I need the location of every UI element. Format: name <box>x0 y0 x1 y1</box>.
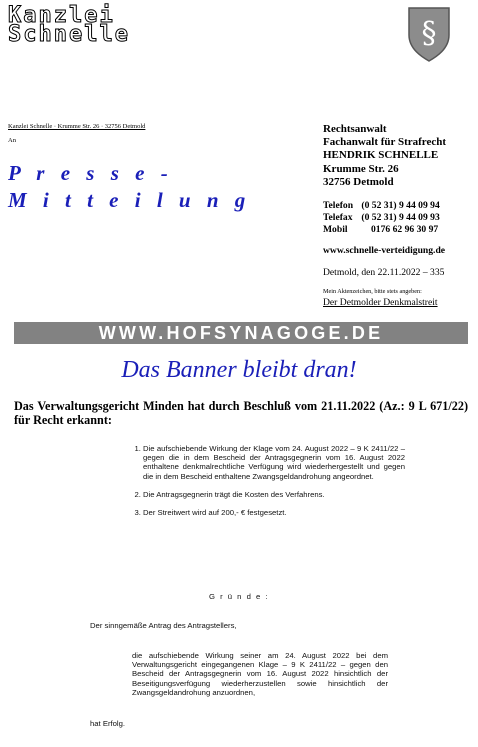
reasons-intro: Der sinngemäße Antrag des Antragstellers, <box>90 621 237 630</box>
lawyer-street: Krumme Str. 26 <box>323 162 399 175</box>
kanzlei-logo <box>8 3 130 47</box>
lawyer-title: Rechtsanwalt <box>323 123 387 135</box>
reference-value: Der Detmolder Denkmalstreit <box>323 297 438 308</box>
website-banner: WWW.HOFSYNAGOGE.DE <box>14 322 468 344</box>
lawyer-city: 32756 Detmold <box>323 175 394 188</box>
paragraph-symbol: § <box>421 16 437 51</box>
logo-line-2: Schnelle <box>8 22 130 47</box>
date-line: Detmold, den 22.11.2022 – 335 <box>323 267 445 278</box>
fax-label: Telefax <box>323 212 353 224</box>
title-line-1: P r e s s e - <box>8 161 174 185</box>
title-line-2: M i t t e i l u n g <box>8 188 251 212</box>
mobile-number: 0176 62 96 30 97 <box>371 224 439 236</box>
reference-hint: Mein Aktenzeichen, bitte stets angeben: <box>323 288 422 295</box>
sender-return-address: Kanzlei Schnelle · Krumme Str. 26 · 32756 Detmold <box>8 123 146 130</box>
document-title <box>8 160 251 214</box>
contact-block <box>323 200 440 237</box>
ruling-item: 3. Der Streitwert wird auf 200,- € festgesetzt. <box>143 508 405 517</box>
application-quote: die aufschiebende Wirkung seiner am 24. August 2022 bei dem Verwaltungsgericht eingegangenen Klage – 9 K 2411/22 – gegen den Bescheid der Antragsgegnerin vom 16. August 2022 hinsichtlich der Beseitigungsverfügung wiederherzustellen sowie hinsichtlich der Zwangsgeldandrohung anzuordnen, <box>132 651 388 697</box>
lawyer-subtitle: Fachanwalt für Strafrecht <box>323 136 447 149</box>
logo-line-1: Kanzlei <box>8 3 115 28</box>
lawyer-name: HENDRIK SCHNELLE <box>323 149 439 162</box>
lawyer-block <box>323 123 446 189</box>
paragraph-shield-icon <box>406 5 452 63</box>
recipient-label: An <box>8 137 16 144</box>
website-link[interactable]: www.schnelle-verteidigung.de <box>323 245 446 256</box>
ruling-item: 1. Die aufschiebende Wirkung der Klage vom 24. August 2022 – 9 K 2411/22 – gegen die in dem Bescheid der Antragsgegnerin vom 16. August 2022 enthaltene denkmalrechtliche Verfügung wird wiederhergestellt und gegen die in dem Bescheid enthaltene Zwangsgeldandrohung angeordnet. <box>143 444 405 481</box>
intro-paragraph: Das Verwaltungsgericht Minden hat durch Beschluß vom 21.11.2022 (Az.: 9 L 671/22) für Recht erkannt: <box>14 399 468 427</box>
ruling-list <box>126 444 405 526</box>
ruling-item: 2. Die Antragsgegnerin trägt die Kosten des Verfahrens. <box>143 490 405 499</box>
phone-number: (0 52 31) 9 44 09 94 <box>361 200 440 211</box>
reasons-heading: G r ü n d e : <box>208 592 270 601</box>
fax-number: (0 52 31) 9 44 09 93 <box>361 212 440 224</box>
mobile-label: Mobil <box>323 224 348 236</box>
reasons-result: hat Erfolg. <box>90 719 126 728</box>
headline: Das Banner bleibt dran! <box>121 357 357 383</box>
phone-label: Telefon <box>323 200 354 211</box>
